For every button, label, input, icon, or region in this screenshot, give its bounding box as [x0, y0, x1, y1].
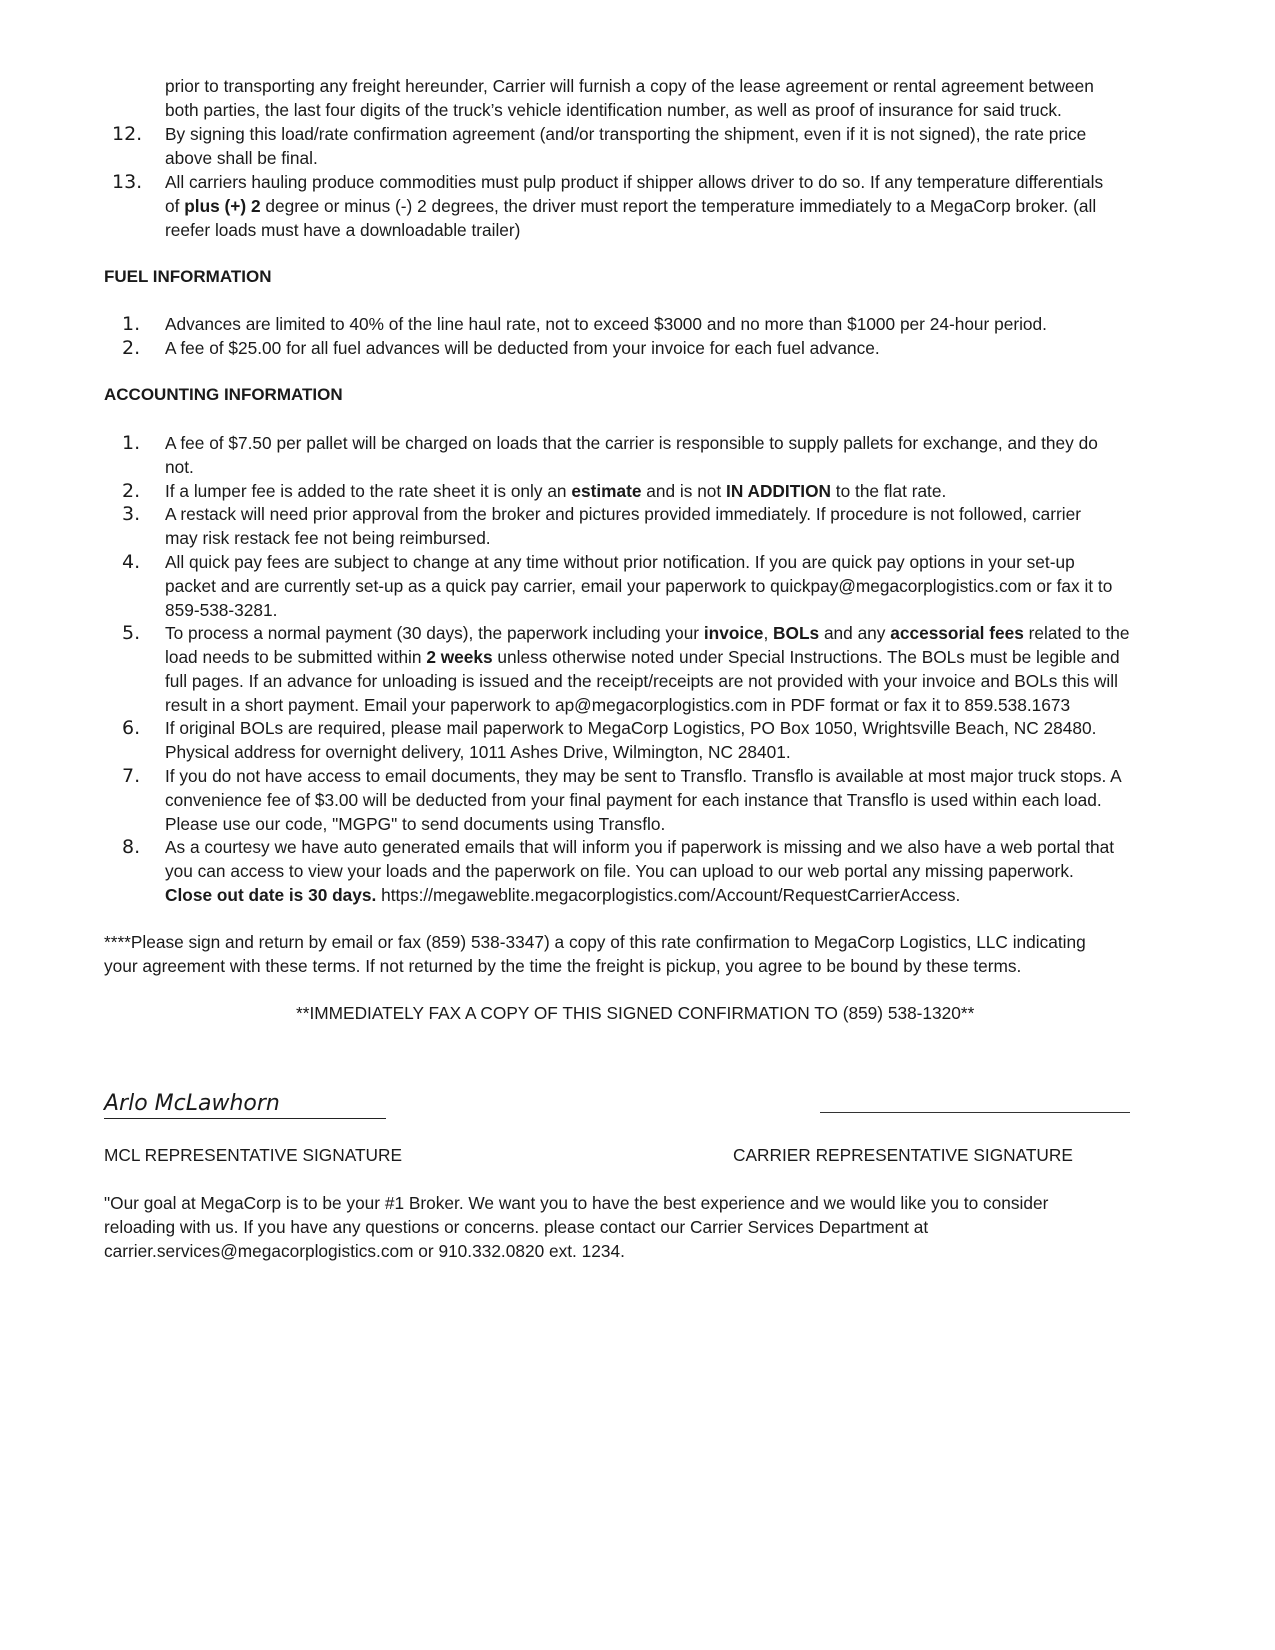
text-segment: above shall be final. [165, 148, 318, 168]
acct-item-5-line-4 [165, 693, 1070, 717]
acct-item-6-line-2 [165, 740, 791, 764]
text-segment: To process a normal payment (30 days), the paperwork including your [165, 623, 704, 643]
acct-item-4-line-1 [165, 550, 1075, 574]
carrier-signature-line[interactable] [820, 1112, 1130, 1113]
text-segment: If you do not have access to email documents, they may be sent to Transflo. Transflo is available at most major truck stops. A [165, 766, 1122, 786]
text-segment: As a courtesy we have auto generated emails that will inform you if paperwork is missing and we also have a web portal that [165, 837, 1115, 857]
acct-item-1-number: 1. [122, 432, 141, 454]
notice-line-2: your agreement with these terms. If not returned by the time the freight is pickup, you agree to be bound by these terms. [104, 956, 1022, 976]
text-segment: reefer loads must have a downloadable trailer) [165, 220, 521, 240]
text-segment: Please use our code, "MGPG" to send documents using Transflo. [165, 814, 666, 834]
fuel-item-1-line-1 [165, 312, 1047, 336]
text-segment: you can access to view your loads and the paperwork on file. You can upload to our web portal any missing paperwork. [165, 861, 1074, 881]
term-12-line-2 [165, 146, 318, 170]
closing-line-1: "Our goal at MegaCorp is to be your #1 Broker. We want you to have the best experience and we would like you to consider [104, 1193, 1049, 1213]
carrier-signature-label: CARRIER REPRESENTATIVE SIGNATURE [733, 1145, 1073, 1165]
accounting-heading: ACCOUNTING INFORMATION [104, 385, 343, 404]
term-13-line-2 [165, 194, 1096, 218]
term-13-line-1 [165, 170, 1103, 194]
fuel-item-2-line-1 [165, 336, 880, 360]
acct-item-5-line-2 [165, 645, 1120, 669]
mcl-signature-label: MCL REPRESENTATIVE SIGNATURE [104, 1145, 402, 1165]
bold-text: invoice [703, 623, 764, 643]
text-segment: not. [165, 457, 194, 477]
bold-text: accessorial fees [890, 623, 1024, 643]
text-segment: All carriers hauling produce commodities must pulp product if shipper allows driver to do so. If any temperature differentials [165, 172, 1104, 192]
text-segment: https://megaweblite.megacorplogistics.com/Account/RequestCarrierAccess. [376, 885, 961, 905]
acct-item-6-line-1 [165, 716, 1096, 740]
intro-line-2: both parties, the last four digits of the truck’s vehicle identification number, as well as proof of insurance for said truck. [165, 100, 1062, 120]
acct-item-1-line-2 [165, 455, 194, 479]
acct-item-5-line-1 [165, 621, 1130, 645]
acct-item-7-line-2 [165, 788, 1102, 812]
text-segment: Advances are limited to 40% of the line haul rate, not to exceed $3000 and no more than $1000 per 24-hour period. [165, 314, 1047, 334]
text-segment: All quick pay fees are subject to change at any time without prior notification. If you are quick pay options in your set-up [165, 552, 1075, 572]
text-segment: of [165, 196, 185, 216]
acct-item-8-number: 8. [122, 836, 141, 858]
acct-item-7-line-1 [165, 764, 1122, 788]
mcl-signature-name: Arlo McLawhorn [104, 1090, 386, 1119]
acct-item-1-line-1 [165, 431, 1098, 455]
intro-line-1: prior to transporting any freight hereunder, Carrier will furnish a copy of the lease agreement or rental agreement between [165, 76, 1094, 96]
acct-item-8-line-3 [165, 883, 960, 907]
text-segment: to the flat rate. [831, 481, 947, 501]
fuel-heading: FUEL INFORMATION [104, 267, 272, 286]
text-segment: may risk restack fee not being reimbursed. [165, 528, 491, 548]
acct-item-3-number: 3. [122, 503, 141, 525]
text-segment: A fee of $7.50 per pallet will be charged on loads that the carrier is responsible to supply pallets for exchange, and they do [165, 433, 1098, 453]
text-segment: related to the [1023, 623, 1130, 643]
fuel-item-2-number: 2. [122, 337, 141, 359]
bold-text: IN ADDITION [726, 481, 831, 501]
bold-text: plus (+) 2 [184, 196, 261, 216]
bold-text: Close out date is 30 days. [165, 885, 377, 905]
notice-line-1: ****Please sign and return by email or fax (859) 538-3347) a copy of this rate confirmation to MegaCorp Logistics, LLC indicating [104, 932, 1086, 952]
acct-item-7-number: 7. [122, 765, 141, 787]
acct-item-4-line-3 [165, 598, 277, 622]
text-segment: A restack will need prior approval from the broker and pictures provided immediately. If procedure is not followed, carrier [165, 504, 1082, 524]
text-segment: unless otherwise noted under Special Instructions. The BOLs must be legible and [492, 647, 1120, 667]
bold-text: 2 weeks [426, 647, 493, 667]
acct-item-5-line-3 [165, 669, 1118, 693]
acct-item-8-line-2 [165, 859, 1074, 883]
text-segment: , [763, 623, 774, 643]
text-segment: If a lumper fee is added to the rate sheet it is only an [165, 481, 572, 501]
acct-item-4-number: 4. [122, 551, 141, 573]
closing-line-3: carrier.services@megacorplogistics.com or 910.332.0820 ext. 1234. [104, 1241, 625, 1261]
text-segment: convenience fee of $3.00 will be deducted from your final payment for each instance that Transflo is used within each load. [165, 790, 1102, 810]
acct-item-7-line-3 [165, 812, 665, 836]
term-12-number: 12. [112, 123, 143, 145]
acct-item-3-line-1 [165, 502, 1081, 526]
text-segment: full pages. If an advance for unloading is issued and the receipt/receipts are not provided with your invoice and BOLs this will [165, 671, 1118, 691]
term-12-line-1 [165, 122, 1086, 146]
text-segment: By signing this load/rate confirmation agreement (and/or transporting the shipment, even if it is not signed), the rate price [165, 124, 1087, 144]
text-segment: A fee of $25.00 for all fuel advances will be deducted from your invoice for each fuel advance. [165, 338, 880, 358]
acct-item-5-number: 5. [122, 622, 141, 644]
bold-text: BOLs [773, 623, 820, 643]
fax-instruction: **IMMEDIATELY FAX A COPY OF THIS SIGNED CONFIRMATION TO (859) 538-1320** [296, 1003, 975, 1023]
term-13-number: 13. [112, 171, 143, 193]
text-segment: and is not [641, 481, 727, 501]
acct-item-2-line-1 [165, 479, 946, 503]
text-segment: degree or minus (-) 2 degrees, the driver must report the temperature immediately to a MegaCorp broker. (all [260, 196, 1097, 216]
text-segment: load needs to be submitted within [165, 647, 427, 667]
text-segment: Physical address for overnight delivery, 1011 Ashes Drive, Wilmington, NC 28401. [165, 742, 791, 762]
text-segment: If original BOLs are required, please mail paperwork to MegaCorp Logistics, PO Box 1050, Wrightsville Beach, NC 28480. [165, 718, 1097, 738]
text-segment: 859-538-3281. [165, 600, 278, 620]
acct-item-8-line-1 [165, 835, 1114, 859]
acct-item-2-number: 2. [122, 480, 141, 502]
text-segment: and any [819, 623, 891, 643]
bold-text: estimate [571, 481, 642, 501]
text-segment: packet and are currently set-up as a quick pay carrier, email your paperwork to quickpay@megacorplogistics.com or fax it to [165, 576, 1113, 596]
closing-line-2: reloading with us. If you have any questions or concerns. please contact our Carrier Services Department at [104, 1217, 929, 1237]
acct-item-4-line-2 [165, 574, 1112, 598]
text-segment: result in a short payment. Email your paperwork to ap@megacorplogistics.com in PDF format or fax it to 859.538.1673 [165, 695, 1071, 715]
acct-item-6-number: 6. [122, 717, 141, 739]
acct-item-3-line-2 [165, 526, 491, 550]
fuel-item-1-number: 1. [122, 313, 141, 335]
term-13-line-3 [165, 218, 520, 242]
